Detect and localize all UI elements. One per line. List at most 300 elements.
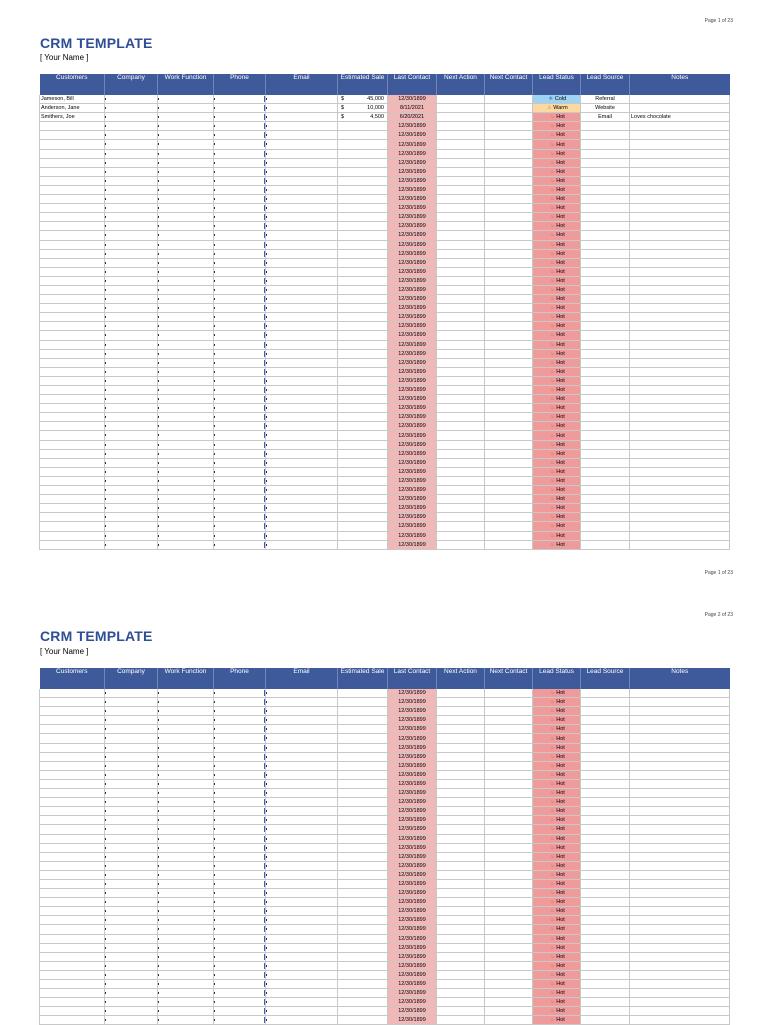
phone-cell[interactable] — [214, 458, 266, 467]
last-contact-cell[interactable]: 12/30/1899 — [388, 522, 437, 531]
work-function-cell[interactable] — [158, 916, 214, 925]
email-cell[interactable] — [266, 176, 338, 185]
work-function-cell[interactable] — [158, 689, 214, 698]
last-contact-cell[interactable]: 12/30/1899 — [388, 734, 437, 743]
last-contact-cell[interactable]: 12/30/1899 — [388, 743, 437, 752]
last-contact-cell[interactable]: 12/30/1899 — [388, 195, 437, 204]
phone-cell[interactable] — [214, 513, 266, 522]
lead-source-cell[interactable] — [581, 195, 630, 204]
lead-status-cell[interactable] — [533, 231, 581, 240]
company-cell[interactable] — [105, 113, 158, 122]
last-contact-cell[interactable]: 12/30/1899 — [388, 249, 437, 258]
last-contact-cell[interactable]: 12/30/1899 — [388, 1007, 437, 1016]
notes-cell[interactable] — [630, 149, 730, 158]
customer-cell[interactable] — [40, 522, 105, 531]
last-contact-cell[interactable]: 12/30/1899 — [388, 698, 437, 707]
notes-cell[interactable] — [630, 304, 730, 313]
lead-status-cell[interactable] — [533, 95, 581, 104]
lead-status-cell[interactable] — [533, 185, 581, 194]
notes-cell[interactable] — [630, 752, 730, 761]
work-function-cell[interactable] — [158, 725, 214, 734]
customer-cell[interactable] — [40, 431, 105, 440]
phone-cell[interactable] — [214, 495, 266, 504]
company-cell[interactable] — [105, 249, 158, 258]
next-contact-cell[interactable] — [485, 725, 533, 734]
notes-cell[interactable] — [630, 458, 730, 467]
notes-cell[interactable] — [630, 249, 730, 258]
work-function-cell[interactable] — [158, 770, 214, 779]
lead-source-cell[interactable]: Referral — [581, 95, 630, 104]
work-function-cell[interactable] — [158, 358, 214, 367]
email-cell[interactable] — [266, 943, 338, 952]
estimated-sale-cell[interactable] — [338, 313, 388, 322]
customer-cell[interactable] — [40, 916, 105, 925]
customer-cell[interactable] — [40, 761, 105, 770]
next-contact-cell[interactable] — [485, 331, 533, 340]
customer-cell[interactable] — [40, 331, 105, 340]
lead-status-cell[interactable] — [533, 998, 581, 1007]
customer-cell[interactable] — [40, 313, 105, 322]
lead-status-cell[interactable] — [533, 698, 581, 707]
lead-status-cell[interactable] — [533, 140, 581, 149]
estimated-sale-cell[interactable] — [338, 376, 388, 385]
notes-cell[interactable] — [630, 131, 730, 140]
email-cell[interactable] — [266, 513, 338, 522]
next-contact-cell[interactable] — [485, 276, 533, 285]
lead-status-cell[interactable] — [533, 495, 581, 504]
next-action-cell[interactable] — [437, 698, 485, 707]
email-cell[interactable] — [266, 752, 338, 761]
lead-source-cell[interactable] — [581, 231, 630, 240]
next-contact-cell[interactable] — [485, 258, 533, 267]
notes-cell[interactable] — [630, 331, 730, 340]
estimated-sale-cell[interactable] — [338, 95, 388, 104]
notes-cell[interactable] — [630, 204, 730, 213]
lead-source-cell[interactable] — [581, 770, 630, 779]
last-contact-cell[interactable]: 12/30/1899 — [388, 258, 437, 267]
work-function-cell[interactable] — [158, 852, 214, 861]
estimated-sale-cell[interactable] — [338, 276, 388, 285]
work-function-cell[interactable] — [158, 879, 214, 888]
next-action-cell[interactable] — [437, 898, 485, 907]
company-cell[interactable] — [105, 376, 158, 385]
phone-cell[interactable] — [214, 285, 266, 294]
next-contact-cell[interactable] — [485, 513, 533, 522]
next-action-cell[interactable] — [437, 176, 485, 185]
next-action-cell[interactable] — [437, 925, 485, 934]
work-function-cell[interactable] — [158, 952, 214, 961]
company-cell[interactable] — [105, 807, 158, 816]
notes-cell[interactable] — [630, 95, 730, 104]
next-contact-cell[interactable] — [485, 531, 533, 540]
work-function-cell[interactable] — [158, 925, 214, 934]
customer-cell[interactable] — [40, 843, 105, 852]
company-cell[interactable] — [105, 980, 158, 989]
estimated-sale-cell[interactable] — [338, 131, 388, 140]
next-contact-cell[interactable] — [485, 213, 533, 222]
lead-source-cell[interactable] — [581, 295, 630, 304]
customer-cell[interactable] — [40, 413, 105, 422]
next-action-cell[interactable] — [437, 879, 485, 888]
next-contact-cell[interactable] — [485, 113, 533, 122]
estimated-sale-cell[interactable] — [338, 907, 388, 916]
next-action-cell[interactable] — [437, 122, 485, 131]
lead-source-cell[interactable] — [581, 213, 630, 222]
estimated-sale-cell[interactable] — [338, 195, 388, 204]
next-contact-cell[interactable] — [485, 340, 533, 349]
last-contact-cell[interactable]: 8/11/2021 — [388, 104, 437, 113]
last-contact-cell[interactable]: 12/30/1899 — [388, 213, 437, 222]
last-contact-cell[interactable]: 12/30/1899 — [388, 852, 437, 861]
notes-cell[interactable] — [630, 495, 730, 504]
next-action-cell[interactable] — [437, 149, 485, 158]
next-contact-cell[interactable] — [485, 386, 533, 395]
estimated-sale-cell[interactable] — [338, 267, 388, 276]
notes-cell[interactable] — [630, 925, 730, 934]
lead-source-cell[interactable] — [581, 431, 630, 440]
last-contact-cell[interactable]: 12/30/1899 — [388, 879, 437, 888]
notes-cell[interactable] — [630, 798, 730, 807]
email-cell[interactable] — [266, 267, 338, 276]
work-function-cell[interactable] — [158, 231, 214, 240]
next-contact-cell[interactable] — [485, 925, 533, 934]
last-contact-cell[interactable]: 12/30/1899 — [388, 707, 437, 716]
notes-cell[interactable] — [630, 158, 730, 167]
company-cell[interactable] — [105, 122, 158, 131]
company-cell[interactable] — [105, 752, 158, 761]
company-cell[interactable] — [105, 770, 158, 779]
phone-cell[interactable] — [214, 313, 266, 322]
next-contact-cell[interactable] — [485, 889, 533, 898]
company-cell[interactable] — [105, 285, 158, 294]
company-cell[interactable] — [105, 386, 158, 395]
lead-source-cell[interactable] — [581, 716, 630, 725]
notes-cell[interactable] — [630, 240, 730, 249]
estimated-sale-cell[interactable] — [338, 158, 388, 167]
work-function-cell[interactable] — [158, 698, 214, 707]
email-cell[interactable] — [266, 925, 338, 934]
next-action-cell[interactable] — [437, 213, 485, 222]
phone-cell[interactable] — [214, 816, 266, 825]
next-action-cell[interactable] — [437, 861, 485, 870]
phone-cell[interactable] — [214, 122, 266, 131]
lead-source-cell[interactable] — [581, 158, 630, 167]
next-action-cell[interactable] — [437, 185, 485, 194]
lead-source-cell[interactable] — [581, 707, 630, 716]
lead-status-cell[interactable] — [533, 213, 581, 222]
work-function-cell[interactable] — [158, 707, 214, 716]
phone-cell[interactable] — [214, 395, 266, 404]
estimated-sale-cell[interactable] — [338, 449, 388, 458]
notes-cell[interactable] — [630, 789, 730, 798]
last-contact-cell[interactable]: 12/30/1899 — [388, 934, 437, 943]
next-contact-cell[interactable] — [485, 779, 533, 788]
estimated-sale-cell[interactable] — [338, 104, 388, 113]
email-cell[interactable] — [266, 970, 338, 979]
work-function-cell[interactable] — [158, 934, 214, 943]
lead-status-cell[interactable] — [533, 907, 581, 916]
company-cell[interactable] — [105, 531, 158, 540]
next-action-cell[interactable] — [437, 770, 485, 779]
estimated-sale-cell[interactable] — [338, 340, 388, 349]
customer-cell[interactable] — [40, 340, 105, 349]
estimated-sale-cell[interactable] — [338, 934, 388, 943]
phone-cell[interactable] — [214, 998, 266, 1007]
estimated-sale-cell[interactable] — [338, 716, 388, 725]
lead-status-cell[interactable] — [533, 716, 581, 725]
customer-cell[interactable] — [40, 861, 105, 870]
company-cell[interactable] — [105, 961, 158, 970]
phone-cell[interactable] — [214, 889, 266, 898]
last-contact-cell[interactable]: 12/30/1899 — [388, 834, 437, 843]
phone-cell[interactable] — [214, 752, 266, 761]
lead-status-cell[interactable] — [533, 422, 581, 431]
next-contact-cell[interactable] — [485, 870, 533, 879]
company-cell[interactable] — [105, 898, 158, 907]
email-cell[interactable] — [266, 195, 338, 204]
lead-source-cell[interactable] — [581, 476, 630, 485]
lead-source-cell[interactable] — [581, 861, 630, 870]
lead-source-cell[interactable] — [581, 907, 630, 916]
notes-cell[interactable] — [630, 440, 730, 449]
estimated-sale-cell[interactable] — [338, 122, 388, 131]
lead-source-cell[interactable] — [581, 925, 630, 934]
lead-status-cell[interactable] — [533, 725, 581, 734]
lead-source-cell[interactable] — [581, 698, 630, 707]
estimated-sale-cell[interactable] — [338, 322, 388, 331]
last-contact-cell[interactable]: 12/30/1899 — [388, 504, 437, 513]
next-action-cell[interactable] — [437, 140, 485, 149]
estimated-sale-cell[interactable] — [338, 889, 388, 898]
next-contact-cell[interactable] — [485, 395, 533, 404]
lead-source-cell[interactable] — [581, 889, 630, 898]
lead-source-cell[interactable] — [581, 779, 630, 788]
work-function-cell[interactable] — [158, 131, 214, 140]
email-cell[interactable] — [266, 122, 338, 131]
email-cell[interactable] — [266, 916, 338, 925]
work-function-cell[interactable] — [158, 989, 214, 998]
phone-cell[interactable] — [214, 476, 266, 485]
lead-status-cell[interactable] — [533, 843, 581, 852]
estimated-sale-cell[interactable] — [338, 204, 388, 213]
work-function-cell[interactable] — [158, 349, 214, 358]
lead-status-cell[interactable] — [533, 440, 581, 449]
next-action-cell[interactable] — [437, 313, 485, 322]
next-contact-cell[interactable] — [485, 167, 533, 176]
estimated-sale-cell[interactable] — [338, 798, 388, 807]
last-contact-cell[interactable]: 12/30/1899 — [388, 970, 437, 979]
estimated-sale-cell[interactable] — [338, 349, 388, 358]
work-function-cell[interactable] — [158, 158, 214, 167]
work-function-cell[interactable] — [158, 504, 214, 513]
phone-cell[interactable] — [214, 789, 266, 798]
notes-cell[interactable] — [630, 104, 730, 113]
email-cell[interactable] — [266, 504, 338, 513]
estimated-sale-cell[interactable] — [338, 231, 388, 240]
customer-cell[interactable] — [40, 386, 105, 395]
next-action-cell[interactable] — [437, 934, 485, 943]
lead-status-cell[interactable] — [533, 486, 581, 495]
next-contact-cell[interactable] — [485, 834, 533, 843]
company-cell[interactable] — [105, 716, 158, 725]
next-contact-cell[interactable] — [485, 907, 533, 916]
email-cell[interactable] — [266, 340, 338, 349]
lead-source-cell[interactable] — [581, 131, 630, 140]
customer-cell[interactable] — [40, 907, 105, 916]
estimated-sale-cell[interactable] — [338, 843, 388, 852]
lead-status-cell[interactable] — [533, 743, 581, 752]
email-cell[interactable] — [266, 231, 338, 240]
lead-status-cell[interactable] — [533, 852, 581, 861]
lead-status-cell[interactable] — [533, 970, 581, 979]
lead-source-cell[interactable] — [581, 222, 630, 231]
next-contact-cell[interactable] — [485, 122, 533, 131]
phone-cell[interactable] — [214, 961, 266, 970]
phone-cell[interactable] — [214, 698, 266, 707]
email-cell[interactable] — [266, 852, 338, 861]
next-action-cell[interactable] — [437, 725, 485, 734]
notes-cell[interactable] — [630, 185, 730, 194]
lead-source-cell[interactable] — [581, 734, 630, 743]
lead-source-cell[interactable] — [581, 916, 630, 925]
phone-cell[interactable] — [214, 131, 266, 140]
lead-status-cell[interactable] — [533, 943, 581, 952]
work-function-cell[interactable] — [158, 495, 214, 504]
notes-cell[interactable] — [630, 476, 730, 485]
next-action-cell[interactable] — [437, 916, 485, 925]
work-function-cell[interactable] — [158, 816, 214, 825]
next-contact-cell[interactable] — [485, 413, 533, 422]
estimated-sale-cell[interactable] — [338, 167, 388, 176]
next-action-cell[interactable] — [437, 870, 485, 879]
notes-cell[interactable] — [630, 540, 730, 549]
notes-cell[interactable] — [630, 395, 730, 404]
phone-cell[interactable] — [214, 304, 266, 313]
email-cell[interactable] — [266, 222, 338, 231]
phone-cell[interactable] — [214, 522, 266, 531]
phone-cell[interactable] — [214, 358, 266, 367]
next-action-cell[interactable] — [437, 331, 485, 340]
company-cell[interactable] — [105, 422, 158, 431]
email-cell[interactable] — [266, 185, 338, 194]
customer-cell[interactable] — [40, 513, 105, 522]
customer-cell[interactable] — [40, 495, 105, 504]
last-contact-cell[interactable]: 12/30/1899 — [388, 540, 437, 549]
customer-cell[interactable] — [40, 807, 105, 816]
next-action-cell[interactable] — [437, 340, 485, 349]
phone-cell[interactable] — [214, 422, 266, 431]
notes-cell[interactable] — [630, 852, 730, 861]
phone-cell[interactable] — [214, 852, 266, 861]
next-action-cell[interactable] — [437, 1007, 485, 1016]
next-action-cell[interactable] — [437, 943, 485, 952]
work-function-cell[interactable] — [158, 340, 214, 349]
next-action-cell[interactable] — [437, 752, 485, 761]
phone-cell[interactable] — [214, 798, 266, 807]
phone-cell[interactable] — [214, 204, 266, 213]
email-cell[interactable] — [266, 998, 338, 1007]
last-contact-cell[interactable]: 12/30/1899 — [388, 204, 437, 213]
lead-source-cell[interactable] — [581, 761, 630, 770]
email-cell[interactable] — [266, 934, 338, 943]
customer-cell[interactable] — [40, 870, 105, 879]
last-contact-cell[interactable]: 12/30/1899 — [388, 349, 437, 358]
last-contact-cell[interactable]: 12/30/1899 — [388, 376, 437, 385]
company-cell[interactable] — [105, 798, 158, 807]
estimated-sale-cell[interactable] — [338, 916, 388, 925]
next-contact-cell[interactable] — [485, 131, 533, 140]
email-cell[interactable] — [266, 761, 338, 770]
customer-cell[interactable]: Anderson, Jane — [40, 104, 105, 113]
email-cell[interactable] — [266, 285, 338, 294]
lead-status-cell[interactable] — [533, 122, 581, 131]
lead-source-cell[interactable] — [581, 249, 630, 258]
estimated-sale-cell[interactable] — [338, 222, 388, 231]
phone-cell[interactable] — [214, 104, 266, 113]
phone-cell[interactable] — [214, 195, 266, 204]
next-action-cell[interactable] — [437, 386, 485, 395]
estimated-sale-cell[interactable] — [338, 698, 388, 707]
estimated-sale-cell[interactable] — [338, 258, 388, 267]
estimated-sale-cell[interactable] — [338, 531, 388, 540]
estimated-sale-cell[interactable] — [338, 789, 388, 798]
company-cell[interactable] — [105, 222, 158, 231]
estimated-sale-cell[interactable] — [338, 304, 388, 313]
lead-status-cell[interactable] — [533, 249, 581, 258]
customer-cell[interactable] — [40, 486, 105, 495]
work-function-cell[interactable] — [158, 122, 214, 131]
lead-source-cell[interactable] — [581, 898, 630, 907]
lead-source-cell[interactable] — [581, 843, 630, 852]
lead-status-cell[interactable] — [533, 349, 581, 358]
email-cell[interactable] — [266, 798, 338, 807]
estimated-sale-cell[interactable] — [338, 852, 388, 861]
work-function-cell[interactable] — [158, 295, 214, 304]
notes-cell[interactable] — [630, 843, 730, 852]
next-contact-cell[interactable] — [485, 879, 533, 888]
company-cell[interactable] — [105, 789, 158, 798]
estimated-sale-cell[interactable] — [338, 422, 388, 431]
notes-cell[interactable]: Loves chocolate — [630, 113, 730, 122]
phone-cell[interactable] — [214, 413, 266, 422]
email-cell[interactable] — [266, 131, 338, 140]
lead-status-cell[interactable] — [533, 752, 581, 761]
lead-status-cell[interactable] — [533, 304, 581, 313]
company-cell[interactable] — [105, 467, 158, 476]
next-action-cell[interactable] — [437, 540, 485, 549]
company-cell[interactable] — [105, 540, 158, 549]
phone-cell[interactable] — [214, 240, 266, 249]
email-cell[interactable] — [266, 879, 338, 888]
work-function-cell[interactable] — [158, 431, 214, 440]
last-contact-cell[interactable]: 12/30/1899 — [388, 404, 437, 413]
next-action-cell[interactable] — [437, 889, 485, 898]
email-cell[interactable] — [266, 404, 338, 413]
next-action-cell[interactable] — [437, 158, 485, 167]
company-cell[interactable] — [105, 925, 158, 934]
phone-cell[interactable] — [214, 386, 266, 395]
email-cell[interactable] — [266, 204, 338, 213]
estimated-sale-cell[interactable] — [338, 980, 388, 989]
lead-status-cell[interactable] — [533, 834, 581, 843]
work-function-cell[interactable] — [158, 149, 214, 158]
work-function-cell[interactable] — [158, 167, 214, 176]
lead-source-cell[interactable] — [581, 970, 630, 979]
company-cell[interactable] — [105, 943, 158, 952]
lead-status-cell[interactable] — [533, 807, 581, 816]
next-contact-cell[interactable] — [485, 752, 533, 761]
email-cell[interactable] — [266, 1007, 338, 1016]
